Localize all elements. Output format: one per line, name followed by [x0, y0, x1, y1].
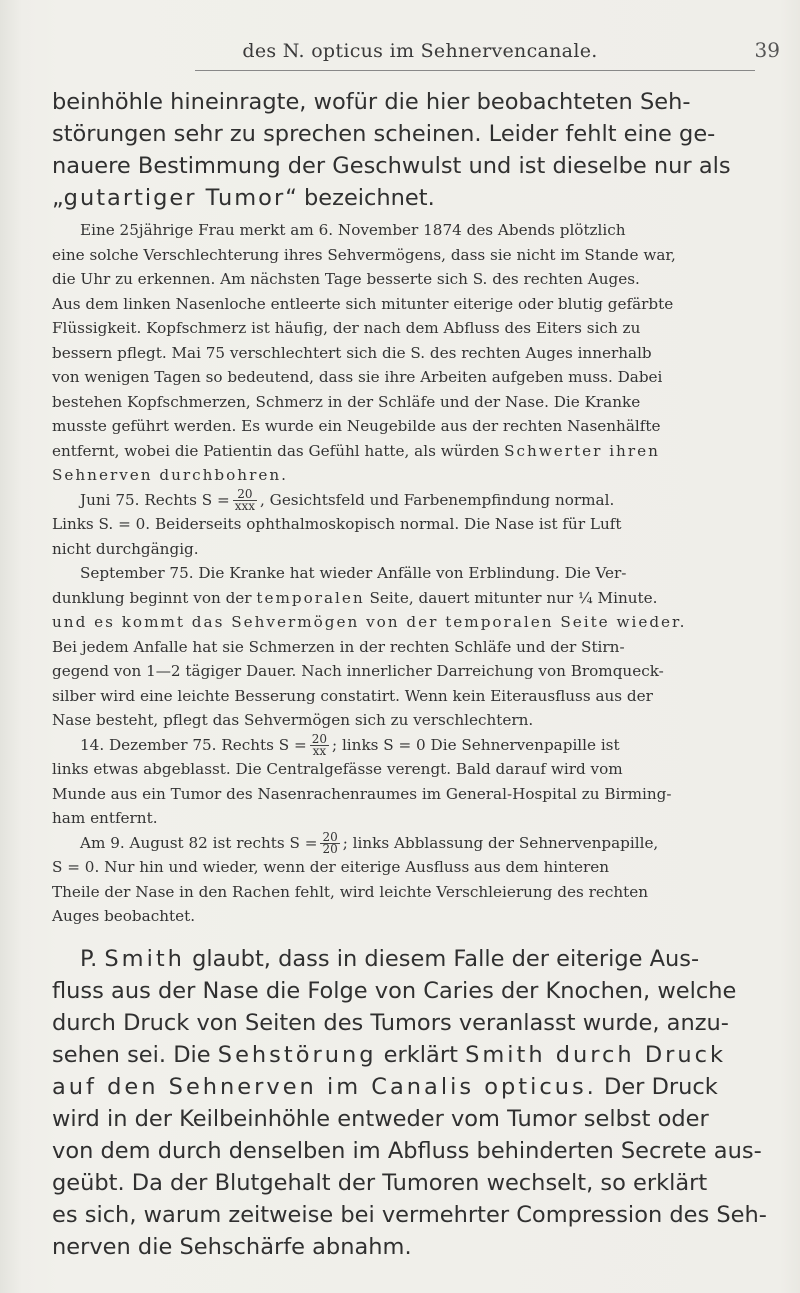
text-span: P. [80, 945, 105, 972]
fraction-denominator: 20 [322, 842, 338, 856]
fraction-denominator: xx [312, 744, 327, 758]
text-line: nerven die Sehschärfe abnahm. [52, 1233, 412, 1260]
text-line [52, 733, 770, 758]
spaced-emphasis: Schwerter ihren [504, 441, 660, 460]
text-line [52, 182, 770, 214]
text-line [52, 439, 770, 464]
intro-paragraph [52, 86, 770, 214]
text-line: es sich, warum zeitweise bei vermehrter Compression des Seh- [52, 1201, 767, 1228]
text-line: September 75. Die Kranke hat wieder Anfälle von Erblindung. Die Ver- [80, 564, 627, 582]
text-line: nauere Bestimmung der Geschwulst und ist dieselbe nur als [52, 153, 731, 179]
text-line [52, 943, 770, 975]
text-line: ham entfernt. [52, 809, 158, 827]
conclusion-paragraph [52, 943, 770, 1263]
page-header [100, 40, 780, 74]
text-line: nicht durchgängig. [52, 539, 199, 558]
text-line: beinhöhle hineinragte, wofür die hier beobachteten Seh- [52, 89, 691, 115]
text-span: Der Druck [596, 1073, 718, 1100]
fraction [233, 489, 257, 512]
spaced-emphasis: temporalen [256, 588, 365, 607]
text-line: Bei jedem Anfalle hat sie Schmerzen in der rechten Schläfe und der Stirn- [52, 637, 625, 656]
text-span: entfernt, wobei die Patientin das Gefühl hatte, als würden [52, 441, 505, 460]
text-line: links etwas abgeblasst. Die Centralgefässe verengt. Bald darauf wird vom [52, 760, 623, 778]
header-rule [195, 70, 755, 71]
text-span: 14. Dezember 75. Rechts S = [80, 735, 307, 754]
text-span: , Gesichtsfeld und Farbenempfindung normal. [260, 490, 615, 509]
text-line: Munde aus ein Tumor des Nasenrachenraumes im General-Hospital zu Birming- [52, 784, 672, 803]
text-line [52, 586, 770, 611]
text-line [52, 1071, 770, 1103]
text-line: Auges beobachtet. [52, 907, 196, 925]
text-line [52, 488, 770, 513]
text-line: wird in der Keilbeinhöhle entweder vom Tumor selbst oder [52, 1105, 709, 1132]
text-line: Links S. = 0. Beiderseits ophthalmoskopisch normal. Die Nase ist für Luft [52, 515, 622, 533]
text-line: Flüssigkeit. Kopfschmerz ist häufig, der nach dem Abfluss des Eiters sich zu [52, 319, 641, 337]
page-number: 39 [754, 38, 780, 62]
text-span: sehen sei. Die [52, 1041, 218, 1068]
text-line: durch Druck von Seiten des Tumors veranlasst wurde, anzu- [52, 1009, 729, 1036]
running-head: des N. opticus im Sehnervencanale. [242, 40, 598, 62]
text-span: „ [52, 185, 64, 211]
text-span: Seite, dauert mitunter nur ¼ Minute. [364, 588, 658, 607]
spaced-emphasis: Sehstörung [217, 1041, 377, 1068]
text-span: ; links S = 0 Die Sehnervenpapille ist [332, 735, 620, 754]
fraction-numerator: 20 [233, 489, 257, 501]
text-line: von wenigen Tagen so bedeutend, dass sie ihre Arbeiten aufgeben muss. Dabei [52, 368, 663, 386]
text-line: von dem durch denselben im Abfluss behinderten Secrete aus- [52, 1137, 762, 1164]
text-line: bestehen Kopfschmerzen, Schmerz in der Schläfe und der Nase. Die Kranke [52, 392, 641, 411]
text-span: ; links Abblassung der Sehnervenpapille, [342, 833, 659, 852]
fraction [310, 734, 329, 757]
spaced-emphasis: Smith [104, 945, 185, 972]
text-span: “ bezeichnet. [285, 185, 435, 211]
text-line: Theile der Nase in den Rachen fehlt, wird leichte Verschleierung des rechten [52, 882, 648, 901]
text-line: Aus dem linken Nasenloche entleerte sich mitunter eiterige oder blutig gefärbte [52, 294, 674, 313]
text-line: die Uhr zu erkennen. Am nächsten Tage besserte sich S. des rechten Auges. [52, 270, 640, 288]
text-line [52, 831, 770, 856]
spaced-emphasis: auf den Sehnerven im Canalis opticus. [52, 1073, 597, 1100]
text-span: erklärt [376, 1041, 466, 1068]
fraction-numerator: 20 [311, 732, 327, 746]
text-line: musste geführt werden. Es wurde ein Neugebilde aus der rechten Nasenhälfte [52, 417, 661, 435]
text-line: gegend von 1—2 tägiger Dauer. Nach innerlicher Darreichung von Bromqueck- [52, 662, 664, 680]
fraction-numerator: 20 [322, 830, 338, 844]
text-line: S = 0. Nur hin und wieder, wenn der eiterige Ausfluss aus dem hinteren [52, 858, 609, 876]
text-line: geübt. Da der Blutgehalt der Tumoren wechselt, so erklärt [52, 1169, 708, 1196]
text-line: Eine 25jährige Frau merkt am 6. November 1874 des Abends plötzlich [80, 221, 626, 239]
spaced-emphasis: Sehnerven durchbohren. [52, 466, 288, 484]
text-span: Am 9. August 82 ist rechts S = [80, 833, 318, 852]
text-line [52, 1039, 770, 1071]
fraction-denominator: xxx [234, 499, 256, 513]
text-span: dunklung beginnt von der [52, 588, 257, 607]
text-line: fluss aus der Nase die Folge von Caries der Knochen, welche [52, 977, 737, 1004]
fraction [320, 832, 339, 855]
text-line: Nase besteht, pflegt das Sehvermögen sich zu verschlechtern. [52, 711, 534, 729]
text-line: bessern pflegt. Mai 75 verschlechtert sich die S. des rechten Auges innerhalb [52, 343, 652, 362]
page-body [52, 86, 770, 1263]
text-line: silber wird eine leichte Besserung constatirt. Wenn kein Eiterausfluss aus der [52, 686, 653, 705]
spaced-emphasis: Smith durch Druck [465, 1041, 727, 1068]
text-line: störungen sehr zu sprechen scheinen. Leider fehlt eine ge- [52, 121, 716, 147]
text-span: glaubt, dass in diesem Falle der eiterige Aus- [184, 945, 700, 972]
spaced-emphasis: gutartiger Tumor [63, 185, 286, 211]
spaced-emphasis: und es kommt das Sehvermögen von der temporalen Seite wieder. [52, 613, 687, 631]
case-report [52, 218, 770, 929]
text-line: eine solche Verschlechterung ihres Sehvermögens, dass sie nicht im Stande war, [52, 245, 676, 264]
text-span: Juni 75. Rechts S = [80, 490, 230, 509]
